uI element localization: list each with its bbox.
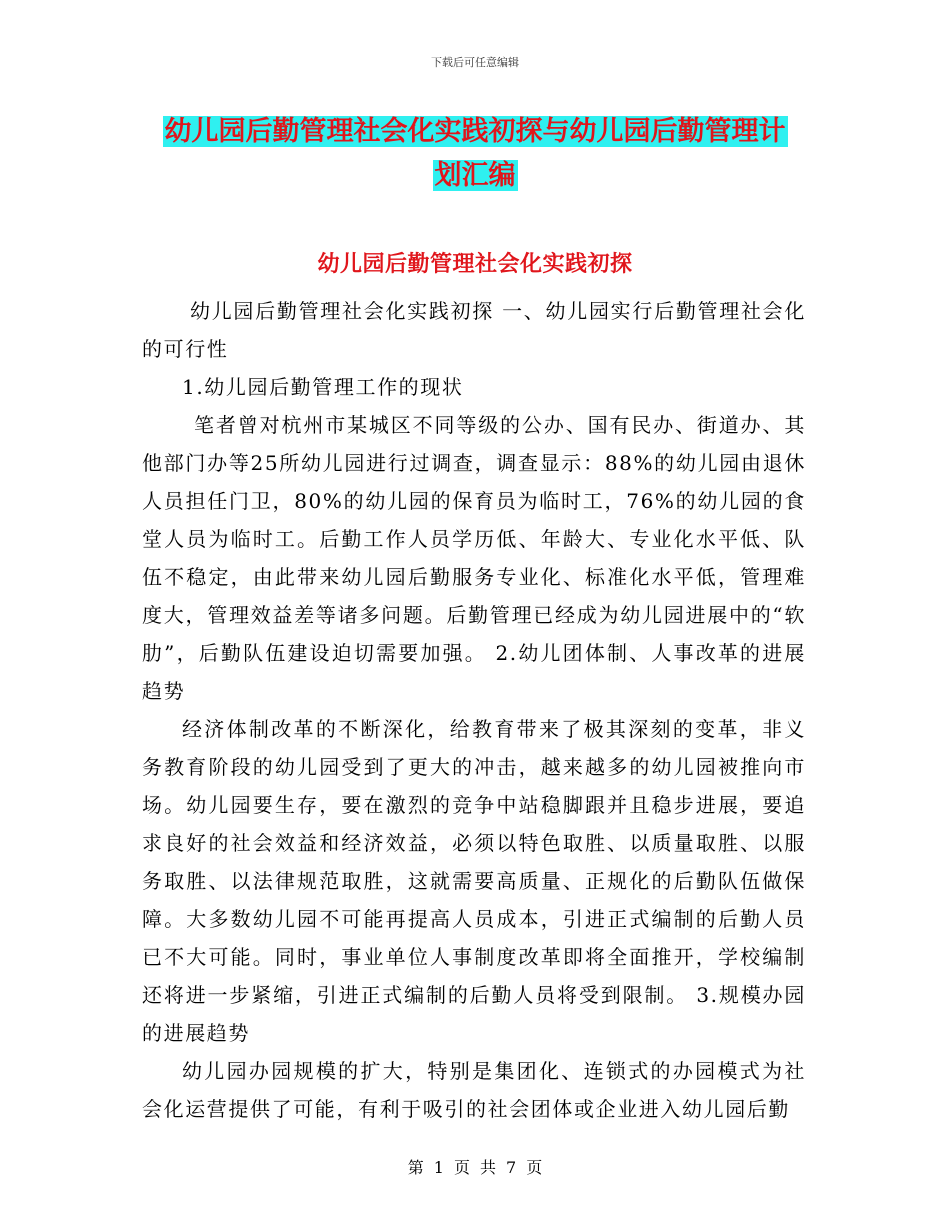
page-header: 下载后可任意编辑 (431, 56, 519, 69)
paragraph-scale: 幼儿园办园规模的扩大，特别是集团化、连锁式的办园模式为社会化运营提供了可能，有利于吸引的社会团体或企业进入幼儿园后勤 (142, 1059, 806, 1121)
paragraph-reform: 经济体制改革的不断深化，给教育带来了极其深刻的变革，非义务教育阶段的幼儿园受到了更大的冲击，越来越多的幼儿园被推向市场。幼儿园要生存，要在激烈的竞争中站稳脚跟并且稳步进展，要追求良好的社会效益和经济效益，必须以特色取胜、以质量取胜、以服务取胜、以法律规范取胜，这就需要高质量、正规化的后勤队伍做保障。大多数幼儿园不可能再提高人员成本，引进正式编制的后勤人员已不大可能。同时，事业单位人事制度改革即将全面推开，学校编制还将进一步紧缩，引进正式编制的后勤人员将受到限制。 3.规模办园的进展趋势 (142, 717, 806, 1045)
body-text (142, 292, 806, 1128)
footer-label-post: 页 (526, 1158, 543, 1177)
title-line-1: 幼儿园后勤管理社会化实践初探与幼儿园后勤管理计 (164, 116, 786, 147)
paragraph-status: 笔者曾对杭州市某城区不同等级的公办、国有民办、街道办、其他部门办等25所幼儿园进行过调查，调查显示：88%的幼儿园由退休人员担任门卫，80%的幼儿园的保育员为临时工，76%的幼儿园的食堂人员为临时工。后勤工作人员学历低、年龄大、专业化水平低、队伍不稳定，由此带来幼儿园后勤服务专业化、标准化水平低，管理难度大，管理效益差等诸多问题。后勤管理已经成为幼儿园进展中的“软肋”，后勤队伍建设迫切需要加强。 2.幼儿团体制、人事改革的进展趋势 (142, 413, 806, 703)
footer-label-total: 共 (480, 1158, 497, 1177)
section-title: 幼儿园后勤管理社会化实践初探 (317, 251, 633, 277)
paragraph-intro: 幼儿园后勤管理社会化实践初探 一、幼儿园实行后勤管理社会化的可行性 (142, 299, 806, 361)
footer-page-total: 7 (506, 1158, 517, 1177)
page-footer (0, 1155, 950, 1178)
footer-label-mid: 页 (453, 1158, 470, 1177)
document-title (140, 110, 810, 198)
title-line-2: 划汇编 (434, 160, 516, 191)
paragraph-heading-1: 1.幼儿园后勤管理工作的现状 (182, 375, 464, 399)
footer-label-pre: 第 (407, 1158, 424, 1177)
footer-page-current: 1 (433, 1158, 444, 1177)
